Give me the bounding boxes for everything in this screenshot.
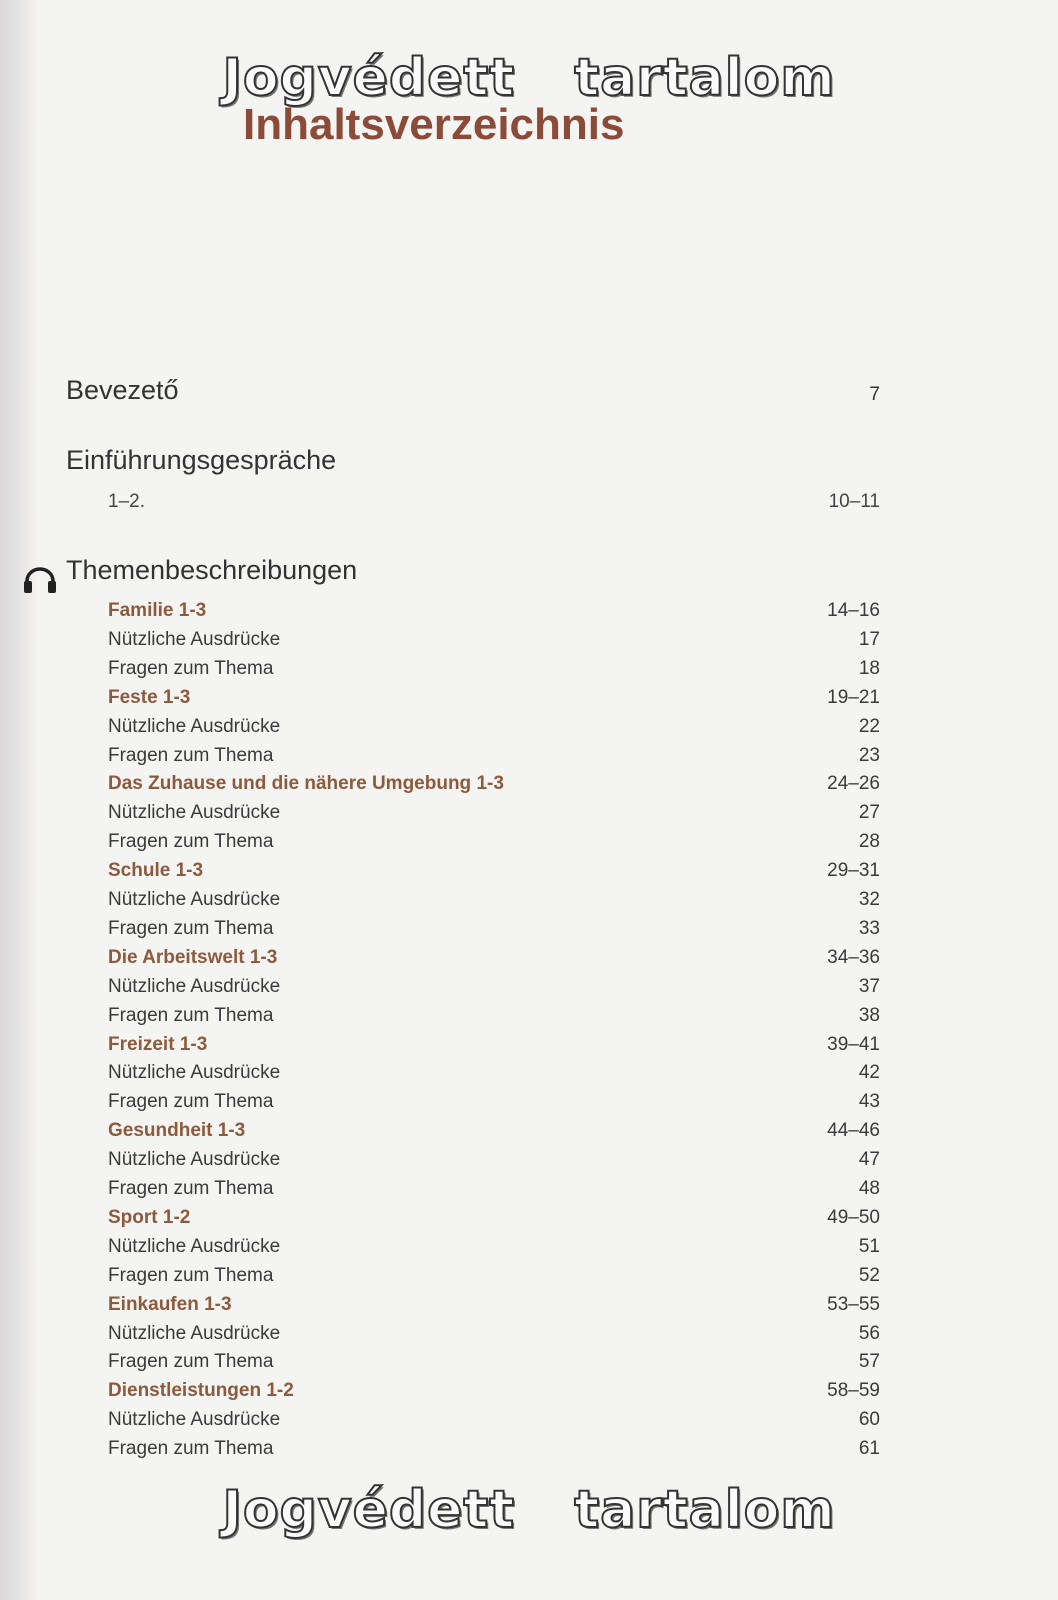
toc-entry-label: Nützliche Ausdrücke	[108, 628, 281, 650]
toc-topic-title: Familie 1-3	[108, 600, 207, 621]
toc-entry-row	[108, 1236, 880, 1264]
toc-page-number: 51	[858, 1235, 880, 1257]
toc-entry-label: Nützliche Ausdrücke	[108, 1235, 281, 1257]
toc-entry-row	[108, 658, 880, 686]
toc-page-number: 19–21	[827, 686, 880, 708]
toc-topic-title: Gesundheit 1-3	[108, 1120, 246, 1142]
toc-entry-label: Fragen zum Thema	[108, 657, 274, 679]
toc-entry-label: Fragen zum Thema	[108, 1004, 274, 1026]
toc-page-number: 39–41	[827, 1033, 880, 1055]
toc-page-number: 22	[858, 715, 880, 737]
toc-entry-row	[108, 889, 880, 917]
toc-topic-row	[108, 1120, 880, 1148]
toc-page-number: 49–50	[827, 1206, 880, 1228]
toc-page-number: 34–36	[827, 946, 880, 968]
toc-entry-row	[108, 976, 880, 1004]
toc-entry-label: Fragen zum Thema	[108, 1438, 274, 1460]
toc-entry-row	[108, 1005, 880, 1033]
toc-entry-row	[108, 1265, 880, 1293]
toc-topic-row	[108, 773, 880, 801]
toc-entry-row	[108, 629, 880, 657]
toc-topic-title: Sport 1-2	[108, 1206, 191, 1228]
toc-topic-row	[108, 1034, 880, 1062]
toc-entry-row	[108, 1323, 880, 1351]
toc-entry-label: Nützliche Ausdrücke	[108, 1062, 281, 1084]
toc-page-number: 56	[858, 1322, 880, 1344]
toc-entry-label: Fragen zum Thema	[108, 917, 274, 939]
toc-page-number: 42	[858, 1062, 880, 1084]
toc-entry-row	[108, 1351, 880, 1379]
toc-topic-title: Einkaufen 1-3	[108, 1293, 232, 1315]
toc-page-number: 23	[858, 744, 880, 766]
toc-page-number: 44–46	[827, 1120, 880, 1142]
toc-entry-label: Fragen zum Thema	[108, 831, 274, 853]
toc-page-number: 48	[858, 1178, 880, 1199]
toc-page-number: 57	[858, 1351, 880, 1373]
toc-page-number: 28	[858, 831, 880, 853]
toc-topic-row	[108, 600, 880, 628]
toc-page-gespraeche: 10–11	[828, 491, 880, 512]
toc-page-number: 47	[858, 1149, 880, 1171]
toc-page-bevezeto: 7	[869, 384, 880, 405]
toc-entry-label: Fragen zum Thema	[108, 1264, 274, 1286]
toc-sub-gespraeche: 1–2.	[108, 491, 145, 512]
toc-topic-row	[108, 687, 880, 715]
toc-entry-label: Fragen zum Thema	[108, 1351, 274, 1373]
toc-entry-row	[108, 831, 880, 859]
toc-entry-row	[108, 1091, 880, 1119]
toc-topic-title: Das Zuhause und die nähere Umgebung 1-3	[108, 773, 504, 795]
toc-page-number: 43	[858, 1091, 880, 1113]
toc-entry-row	[108, 1438, 880, 1466]
toc-page-number: 38	[858, 1004, 880, 1026]
toc-entry-label: Fragen zum Thema	[108, 744, 274, 766]
toc-entry-label: Nützliche Ausdrücke	[108, 889, 281, 910]
toc-entry-label: Nützliche Ausdrücke	[108, 1322, 281, 1344]
toc-entry-label: Nützliche Ausdrücke	[108, 802, 281, 824]
toc-page-number: 33	[858, 917, 880, 939]
toc-entry-row	[108, 1062, 880, 1090]
toc-topic-row	[108, 1294, 880, 1322]
toc-entry-label: Nützliche Ausdrücke	[108, 1149, 281, 1171]
toc-page-number: 60	[858, 1409, 880, 1431]
page-title: Inhaltsverzeichnis	[243, 100, 625, 149]
toc-page-number: 52	[858, 1264, 880, 1286]
toc-topic-row	[108, 860, 880, 888]
headphones-icon	[22, 566, 58, 594]
toc-entry-row	[108, 802, 880, 830]
toc-page-number: 53–55	[827, 1293, 880, 1315]
toc-page-number: 27	[858, 802, 880, 824]
watermark-bottom: Jogvédett tartalom	[222, 1480, 836, 1540]
toc-topic-title: Freizeit 1-3	[108, 1033, 208, 1055]
toc-page-number: 17	[858, 628, 880, 650]
toc-topic-title: Schule 1-3	[108, 860, 204, 882]
toc-section-bevezeto: Bevezető	[66, 375, 179, 405]
toc-entry-label: Fragen zum Thema	[108, 1178, 274, 1199]
toc-topic-row	[108, 1207, 880, 1235]
toc-entry-label: Fragen zum Thema	[108, 1091, 274, 1113]
toc-topic-row	[108, 947, 880, 975]
toc-topic-title: Die Arbeitswelt 1-3	[108, 946, 278, 968]
toc-page-number: 61	[858, 1438, 880, 1460]
toc-entry-label: Nützliche Ausdrücke	[108, 1409, 281, 1431]
toc-entry-row	[108, 716, 880, 744]
toc-section-themenbeschreibungen: Themenbeschreibungen	[66, 555, 358, 585]
watermark-top: Jogvédett tartalom	[222, 48, 836, 108]
toc-entry-row	[108, 745, 880, 773]
toc-page-number: 29–31	[827, 860, 880, 882]
toc-entry-label: Nützliche Ausdrücke	[108, 975, 281, 997]
toc-page-number: 32	[858, 889, 880, 910]
toc-topic-title: Dienstleistungen 1-2	[108, 1380, 294, 1402]
toc-page-number: 37	[858, 975, 880, 997]
toc-page-number: 58–59	[827, 1380, 880, 1402]
toc-entry-row	[108, 1178, 880, 1206]
toc-entry-row	[108, 918, 880, 946]
toc-section-einfuehrungsgespraeche: Einführungsgespräche	[66, 445, 337, 475]
toc-entry-row	[108, 1149, 880, 1177]
toc-topic-title: Feste 1-3	[108, 686, 191, 708]
toc-page-number: 24–26	[827, 773, 880, 795]
toc-topic-row	[108, 1380, 880, 1408]
toc-entry-row	[108, 1409, 880, 1437]
toc-page-number: 18	[858, 657, 880, 679]
toc-page-number: 14–16	[827, 600, 880, 621]
toc-entry-label: Nützliche Ausdrücke	[108, 715, 281, 737]
